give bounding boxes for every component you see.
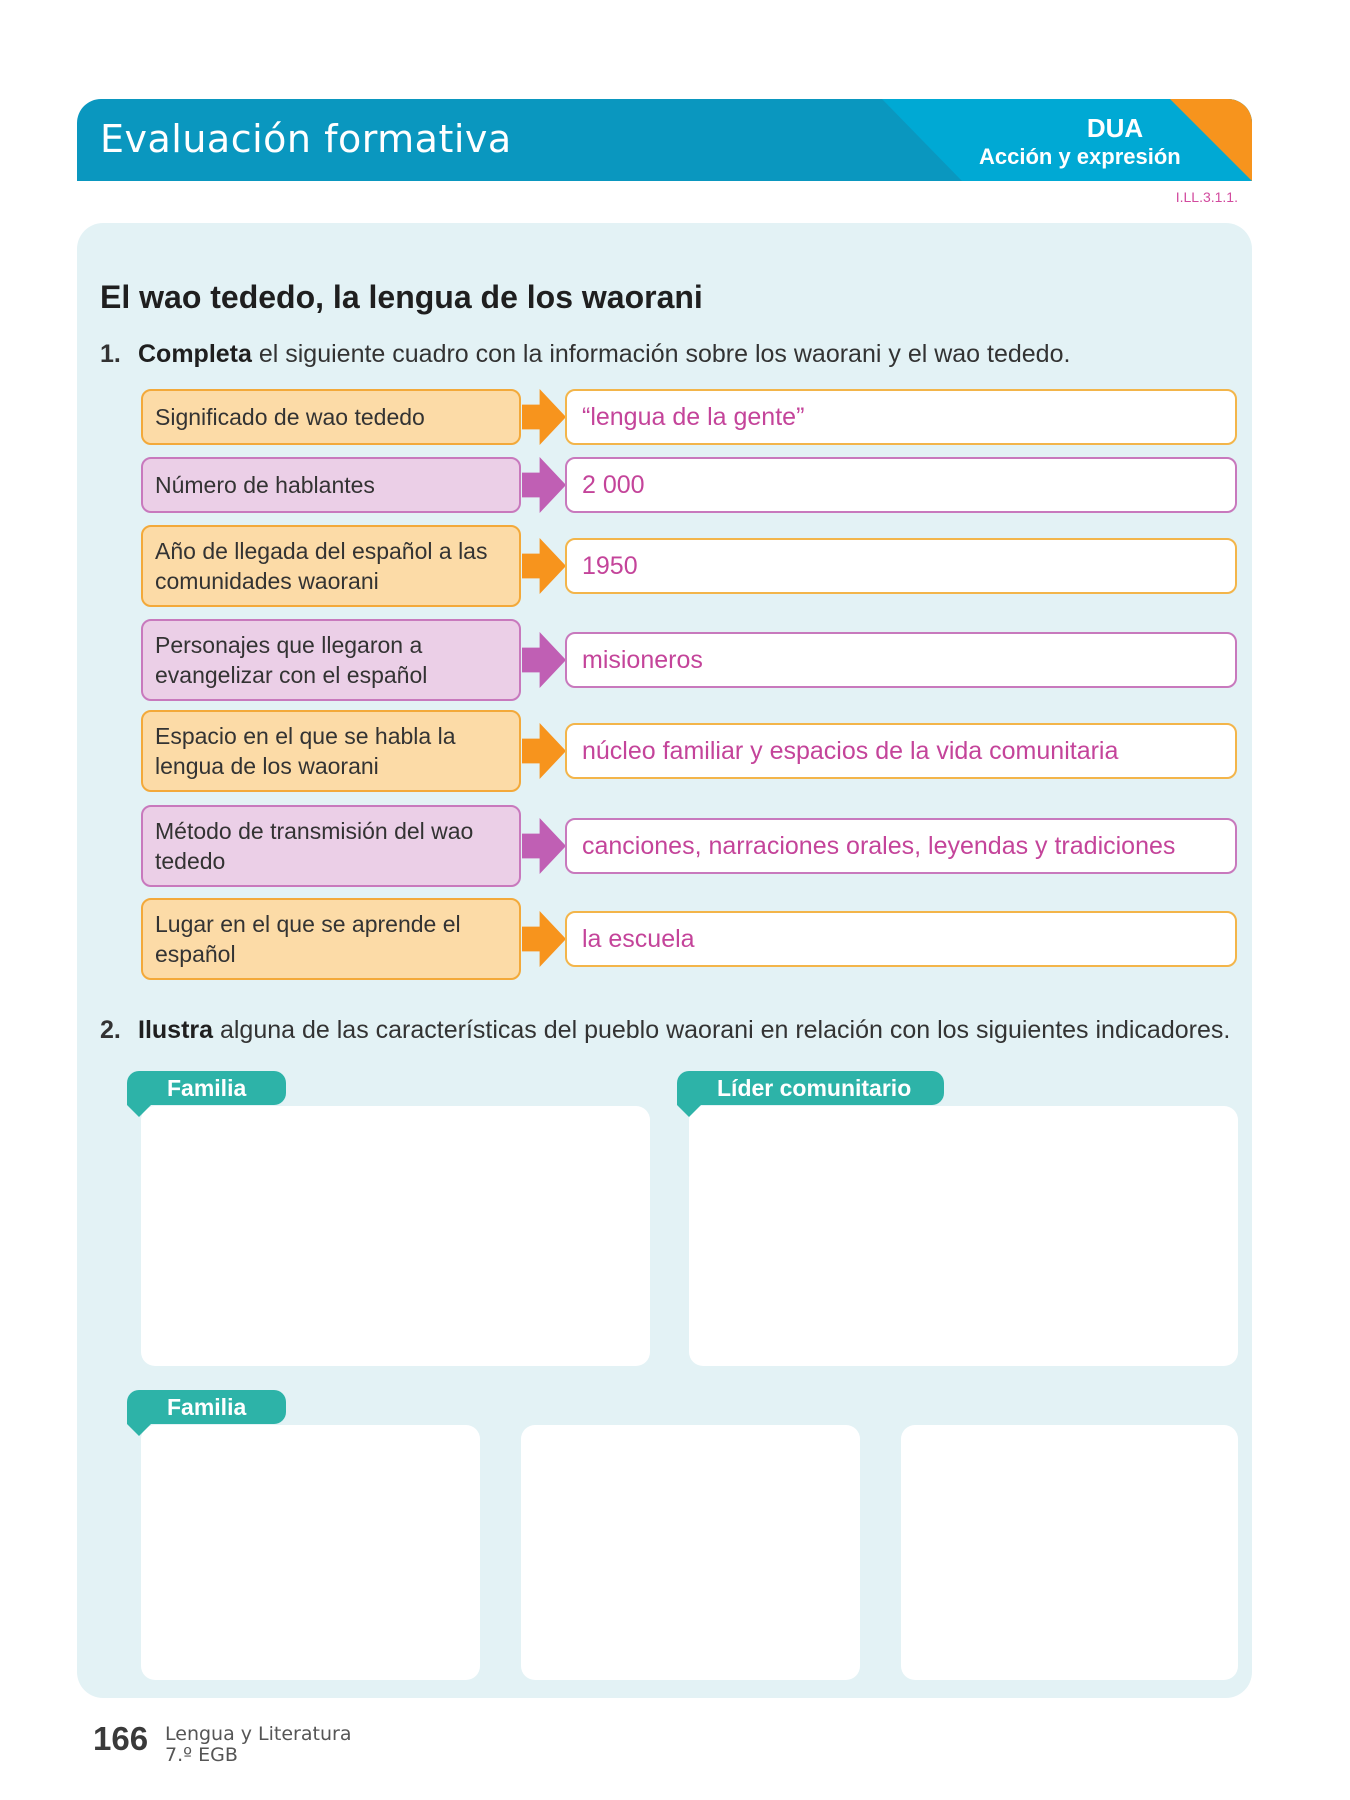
row-answer[interactable]: canciones, narraciones orales, leyendas y tradiciones	[565, 818, 1237, 874]
footer-subject: Lengua y Literatura	[165, 1723, 352, 1745]
footer-grade: 7.º EGB	[165, 1744, 238, 1766]
table-row	[141, 525, 1237, 607]
row-answer[interactable]: “lengua de la gente”	[565, 389, 1237, 445]
arrow-right-icon	[522, 457, 566, 513]
tag-lider-comunitario: Líder comunitario	[677, 1071, 944, 1105]
question-1	[100, 340, 1070, 369]
row-label: Número de hablantes	[141, 457, 521, 513]
dua-title: DUA	[1086, 113, 1144, 143]
question-1-keyword: Completa	[138, 340, 252, 368]
indicator-code: I.LL.3.1.1.	[1175, 189, 1238, 205]
arrow-right-icon	[522, 632, 566, 688]
page-number: 166	[93, 1720, 149, 1757]
row-label: Personajes que llegaron a evangelizar con el español	[141, 619, 521, 701]
tag-tail-decoration	[677, 1105, 701, 1117]
arrow-right-icon	[522, 723, 566, 779]
arrow-right-icon	[522, 538, 566, 594]
row-label: Lugar en el que se aprende el español	[141, 898, 521, 980]
table-row	[141, 457, 1237, 513]
question-2-number: 2.	[100, 1016, 121, 1044]
tag-tail-decoration	[127, 1105, 151, 1117]
drawing-area-3[interactable]	[901, 1425, 1238, 1680]
tag-familia-2: Familia	[127, 1390, 286, 1424]
question-2-keyword: Ilustra	[138, 1016, 214, 1044]
row-label: Espacio en el que se habla la lengua de los waorani	[141, 710, 521, 792]
arrow-right-icon	[522, 911, 566, 967]
drawing-area-familia[interactable]	[141, 1106, 650, 1366]
question-1-text: el siguiente cuadro con la información sobre los waorani y el wao tededo.	[251, 340, 1071, 368]
question-2-text: alguna de las características del pueblo waorani en relación con los siguientes indicadores.	[213, 1016, 1231, 1044]
drawing-area-1[interactable]	[141, 1425, 480, 1680]
row-label: Año de llegada del español a las comunidades waorani	[141, 525, 521, 607]
row-answer[interactable]: misioneros	[565, 632, 1237, 688]
row-answer[interactable]: 2 000	[565, 457, 1237, 513]
row-label: Método de transmisión del wao tededo	[141, 805, 521, 887]
arrow-right-icon	[522, 818, 566, 874]
table-row	[141, 619, 1237, 701]
row-answer[interactable]: 1950	[565, 538, 1237, 594]
table-row	[141, 898, 1237, 980]
table-row	[141, 710, 1237, 792]
section-title: El wao tededo, la lengua de los waorani	[100, 279, 703, 315]
question-2	[100, 1016, 1230, 1045]
table-row	[141, 389, 1237, 445]
row-answer[interactable]: núcleo familiar y espacios de la vida comunitaria	[565, 723, 1237, 779]
dua-subtitle: Acción y expresión	[979, 144, 1181, 169]
tag-tail-decoration	[127, 1424, 151, 1436]
row-answer[interactable]: la escuela	[565, 911, 1237, 967]
arrow-right-icon	[522, 389, 566, 445]
tag-familia: Familia	[127, 1071, 286, 1105]
table-row	[141, 805, 1237, 887]
header-title: Evaluación formativa	[100, 117, 512, 161]
question-1-number: 1.	[100, 340, 121, 368]
row-label: Significado de wao tededo	[141, 389, 521, 445]
drawing-area-2[interactable]	[521, 1425, 860, 1680]
drawing-area-lider[interactable]	[689, 1106, 1238, 1366]
